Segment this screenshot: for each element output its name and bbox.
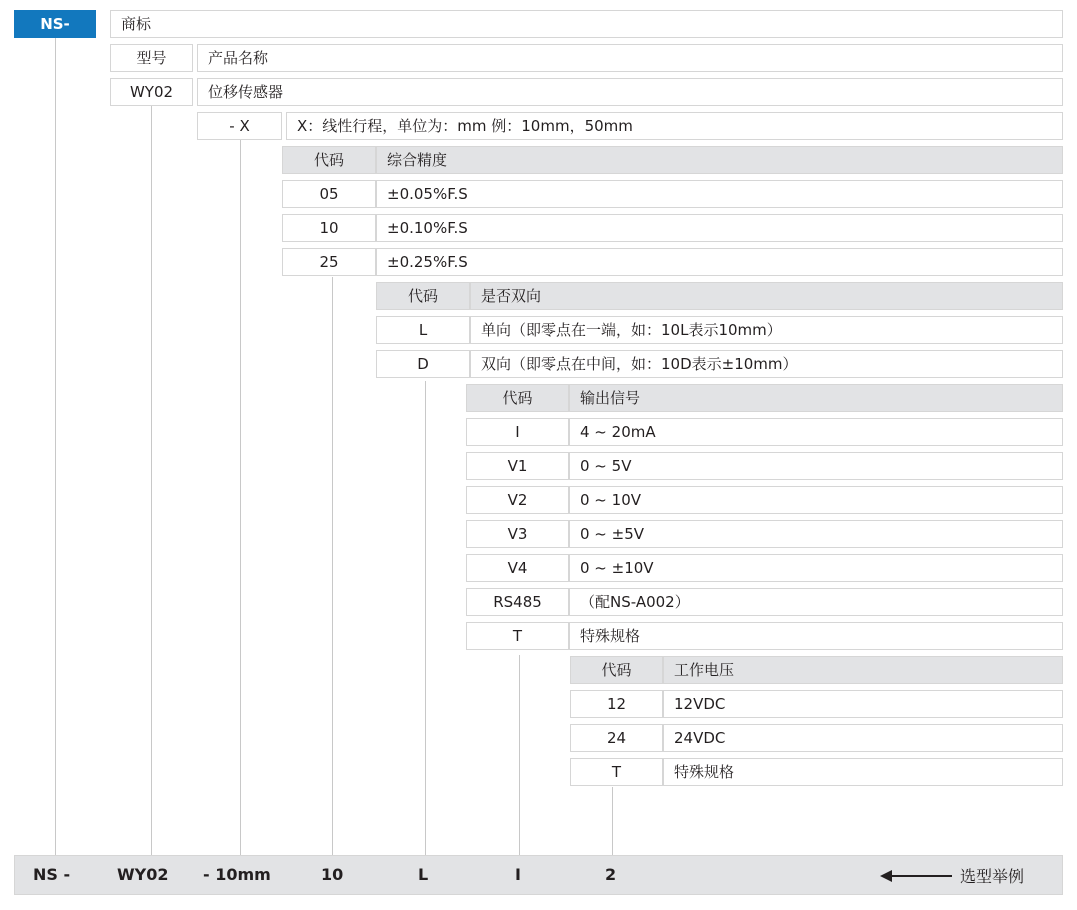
- voltage-row-code: [570, 724, 663, 752]
- accuracy-row-label: [376, 214, 1063, 242]
- output-label-v1: 0 ~ 5V: [580, 457, 632, 475]
- accuracy-label-10: ±0.10%F.S: [387, 219, 468, 237]
- connector-line-output: [519, 655, 520, 855]
- output-code-v1: V1: [507, 457, 528, 475]
- model-header-label-cell: [197, 44, 1063, 72]
- output-label-v2: 0 ~ 10V: [580, 491, 641, 509]
- direction-header-label-cell: [470, 282, 1063, 310]
- model-value-code-cell: [110, 78, 193, 106]
- voltage-code-12: 12: [606, 695, 627, 713]
- direction-row-code: [376, 316, 470, 344]
- voltage-row-label: [663, 758, 1063, 786]
- connector-line-model: [151, 105, 152, 855]
- model-header-label: 产品名称: [208, 49, 269, 67]
- direction-label-d: 双向（即零点在中间，如：10D表示±10mm）: [481, 355, 798, 373]
- brand-code: NS-: [40, 15, 70, 33]
- connector-line-voltage: [612, 787, 613, 855]
- accuracy-row-label: [376, 180, 1063, 208]
- brand-label-cell: [110, 10, 1063, 38]
- output-code-i: I: [515, 423, 520, 441]
- stroke-code: - X: [229, 117, 250, 135]
- output-header-label: 输出信号: [580, 389, 641, 407]
- voltage-label-t: 特殊规格: [674, 763, 735, 781]
- accuracy-header-code-cell: [282, 146, 376, 174]
- voltage-row-label: [663, 724, 1063, 752]
- connector-line-stroke: [240, 139, 241, 855]
- accuracy-code-10: 10: [319, 219, 339, 237]
- output-row-code: [466, 622, 569, 650]
- voltage-row-code: [570, 690, 663, 718]
- output-row-label: [569, 588, 1063, 616]
- voltage-label-24: 24VDC: [674, 729, 726, 747]
- accuracy-row-code: [282, 180, 376, 208]
- connector-line-direction: [425, 381, 426, 855]
- direction-label-l: 单向（即零点在一端，如：10L表示10mm）: [481, 321, 782, 339]
- output-row-code: [466, 554, 569, 582]
- accuracy-row-label: [376, 248, 1063, 276]
- model-value-label: 位移传感器: [208, 83, 284, 101]
- example-part-direction: L: [418, 865, 429, 884]
- output-row-code: [466, 452, 569, 480]
- output-row-code: [466, 486, 569, 514]
- output-code-rs485: RS485: [493, 593, 542, 611]
- accuracy-label-05: ±0.05%F.S: [387, 185, 468, 203]
- model-header-code-cell: [110, 44, 193, 72]
- output-label-v3: 0 ~ ±5V: [580, 525, 645, 543]
- direction-code-l: L: [418, 321, 428, 339]
- direction-row-label: [470, 350, 1063, 378]
- example-part-model: WY02: [117, 865, 169, 884]
- output-label-i: 4 ~ 20mA: [580, 423, 656, 441]
- brand-label: 商标: [121, 15, 152, 33]
- voltage-row-label: [663, 690, 1063, 718]
- output-header-label-cell: [569, 384, 1063, 412]
- voltage-header-code: 代码: [601, 661, 632, 679]
- accuracy-header-label-cell: [376, 146, 1063, 174]
- stroke-label: X：线性行程，单位为：mm 例：10mm，50mm: [297, 117, 633, 135]
- connector-line-brand: [55, 37, 56, 855]
- direction-row-label: [470, 316, 1063, 344]
- accuracy-header-label: 综合精度: [387, 151, 448, 169]
- output-label-t: 特殊规格: [580, 627, 641, 645]
- model-value-code: WY02: [129, 83, 174, 101]
- voltage-code-t: T: [611, 763, 622, 781]
- stroke-code-cell: [197, 112, 282, 140]
- stroke-label-cell: [286, 112, 1063, 140]
- example-note: [880, 864, 1024, 887]
- output-row-label: [569, 554, 1063, 582]
- voltage-row-code: [570, 758, 663, 786]
- left-arrow-icon: [880, 868, 952, 884]
- accuracy-row-code: [282, 248, 376, 276]
- output-code-t: T: [512, 627, 523, 645]
- voltage-header-code-cell: [570, 656, 663, 684]
- example-note-label: 选型举例: [960, 867, 1025, 886]
- accuracy-code-25: 25: [319, 253, 339, 271]
- output-row-label: [569, 418, 1063, 446]
- voltage-code-24: 24: [606, 729, 627, 747]
- example-part-stroke: - 10mm: [203, 865, 271, 884]
- output-label-rs485: （配NS-A002）: [580, 593, 690, 611]
- direction-code-d: D: [417, 355, 429, 373]
- output-row-label: [569, 486, 1063, 514]
- voltage-label-12: 12VDC: [674, 695, 726, 713]
- output-row-code: [466, 588, 569, 616]
- direction-header-label: 是否双向: [481, 287, 542, 305]
- connector-line-accuracy: [332, 277, 333, 855]
- output-row-label: [569, 622, 1063, 650]
- output-header-code-cell: [466, 384, 569, 412]
- example-part-accuracy: 10: [321, 865, 344, 884]
- accuracy-row-code: [282, 214, 376, 242]
- model-header-code: 型号: [136, 49, 167, 67]
- direction-row-code: [376, 350, 470, 378]
- voltage-header-label-cell: [663, 656, 1063, 684]
- direction-header-code: 代码: [407, 287, 438, 305]
- output-row-code: [466, 520, 569, 548]
- accuracy-label-25: ±0.25%F.S: [387, 253, 468, 271]
- output-code-v2: V2: [507, 491, 528, 509]
- direction-header-code-cell: [376, 282, 470, 310]
- model-value-label-cell: [197, 78, 1063, 106]
- output-code-v3: V3: [507, 525, 528, 543]
- accuracy-header-code: 代码: [313, 151, 344, 169]
- example-part-voltage: 2: [605, 865, 617, 884]
- output-label-v4: 0 ~ ±10V: [580, 559, 654, 577]
- output-row-label: [569, 520, 1063, 548]
- output-row-label: [569, 452, 1063, 480]
- accuracy-code-05: 05: [319, 185, 339, 203]
- brand-code-cell: [14, 10, 96, 38]
- output-row-code: [466, 418, 569, 446]
- example-part-output: I: [515, 865, 521, 884]
- example-part-brand: NS -: [33, 865, 71, 884]
- output-header-code: 代码: [502, 389, 533, 407]
- output-code-v4: V4: [507, 559, 528, 577]
- voltage-header-label: 工作电压: [674, 661, 735, 679]
